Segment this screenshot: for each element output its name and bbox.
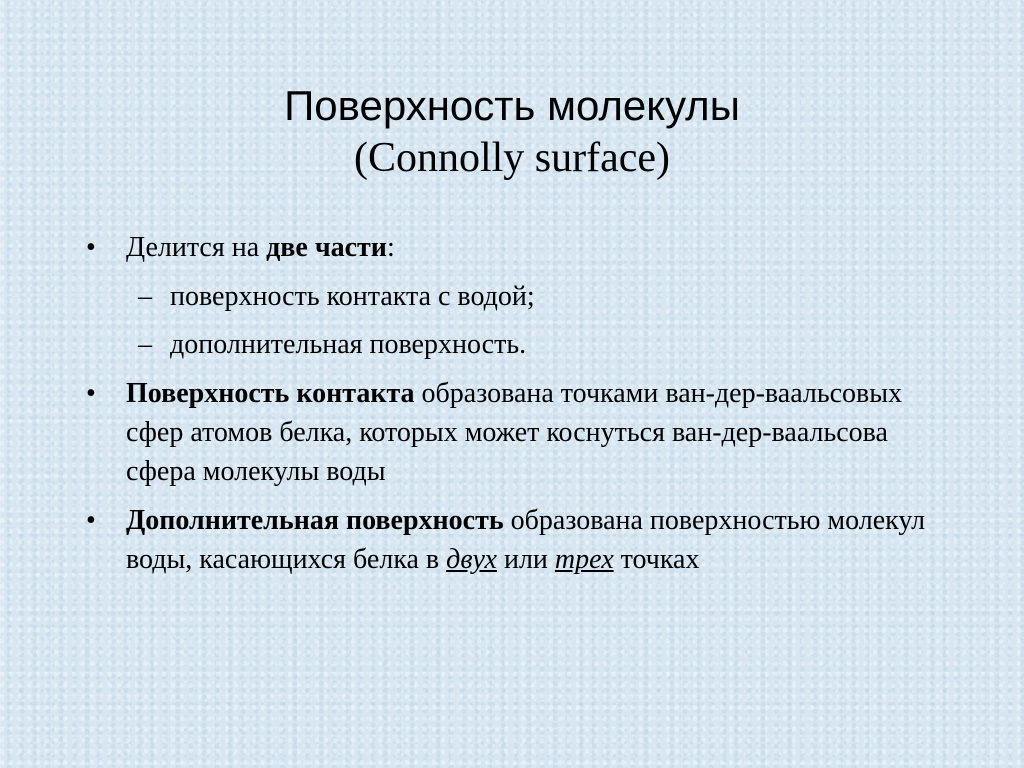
underlined-word: двух <box>446 544 497 575</box>
bullet-bold-text: Поверхность контакта <box>126 378 415 409</box>
bullet-text: образована точками ван-дер-ваальсовых сфер атомов белка, которых может коснуться ван-дер-ваальсова сфера молекулы воды <box>126 378 903 487</box>
bullet-text: Делится на <box>126 232 267 263</box>
sub-marker: – <box>138 329 152 360</box>
bullet-bold-text: две части <box>266 232 387 263</box>
sub-text: дополнительная поверхность. <box>170 329 527 360</box>
bullet-bold-text: Дополнительная поверхность <box>126 505 504 536</box>
bullet-marker: • <box>86 378 96 409</box>
sub-item-1 <box>86 277 946 316</box>
title-main: Поверхность молекулы <box>284 82 740 129</box>
bullet-text: или <box>496 544 555 575</box>
sub-text: поверхность контакта с водой; <box>170 281 535 312</box>
title-subtitle: (Connolly surface) <box>353 135 671 181</box>
underlined-word: трех <box>554 544 614 575</box>
slide-body <box>86 228 946 589</box>
sub-marker: – <box>138 281 152 312</box>
bullet-text: образована поверхностью молекул воды, касающихся белка в <box>126 505 926 575</box>
bullet-item-1 <box>86 228 946 267</box>
bullet-item-2 <box>86 374 946 491</box>
bullet-text: : <box>386 232 395 263</box>
bullet-text: точках <box>613 544 700 575</box>
bullet-marker: • <box>86 505 96 536</box>
sub-item-2 <box>86 325 946 364</box>
bullet-item-3 <box>86 501 946 579</box>
bullet-marker: • <box>86 232 96 263</box>
slide-title <box>0 80 1024 184</box>
